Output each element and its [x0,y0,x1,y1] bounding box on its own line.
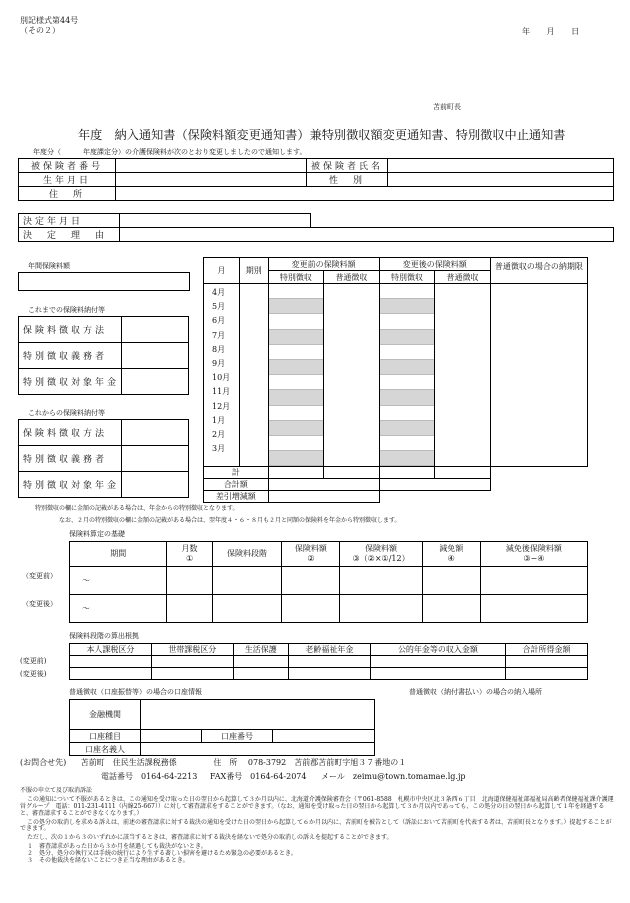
special-cell [380,390,435,405]
account-number-value [273,730,375,743]
grounds-cell [506,656,588,668]
month-label: 11月 [212,387,231,397]
account-number-label: 口座番号 [202,730,273,743]
special-cell [380,421,435,436]
basis-heading: 保険料算定の基礎 [69,530,125,538]
grounds-cell [70,656,152,668]
account-type-value [141,730,202,743]
appeal-paragraph-1: この通知について不服があるときは、この通知を受け取った日の翌日から起算して３か月以内に、北海道介護保険審査会（〒061-8588 札幌市中央区北３条西６丁目 北海道保健福祉部福祉局高齢者保健福祉課介護運営グループ 電話：011-231-4111（内線25-667））に対して審査請求をすることができます。（なお、通知を受け取った日の翌日から起算して３か月以内であっても、この処分の日の翌日から起算して１年を経過すると、審査請求することができなくなります。） [20,795,614,817]
grounds-cell [288,668,370,680]
special-cell [380,345,435,360]
before-method-label: 保険料徴収方法 [19,317,122,343]
decision-reason-value [120,228,614,242]
appeal-paragraph-3: ただし、次の１から３のいずれかに該当するときは、審査請求に対する裁決を経ないで処分の取消しの訴えを提起することができます。 [27,834,393,842]
basis-cell [340,595,422,623]
note-february: なお、２月の特別徴収の欄に金額の記載がある場合は、翌年度４・６・８月も２月と同額の保険料を年金から特別徴収します。 [59,517,401,524]
special-cell [269,345,324,360]
sex-label: 性 別 [307,173,388,187]
decision-reason-label: 決 定 理 由 [19,228,120,242]
basis-cell: ～ [70,567,167,595]
special-cell [380,284,435,299]
month-label: 4月 [212,288,226,297]
before-group-header: 変更前の保険料額 [268,258,379,271]
special-cell [269,390,324,405]
issuer: 苫前町長 [433,103,461,111]
col-deadline: 普通徴収の場合の納期限 [490,258,587,284]
decision-date-value [120,214,311,228]
after-special-cells [379,284,435,467]
bank-label: 金融機関 [70,700,141,730]
birth-value [116,173,307,187]
special-cell [269,436,324,451]
grounds-cell [288,656,370,668]
grounds-heading: 保険料段階の算出根拠 [69,632,139,640]
special-cell [380,330,435,345]
grounds-header: 生活保護 [233,644,288,656]
bank-value [141,700,375,730]
month-label: 1月 [212,415,226,425]
appeal-item-1: １ 審査請求があった日から３か月を経過しても裁決がないとき。 [27,843,207,851]
special-cell [380,375,435,390]
diff-label: 差引増減額 [204,491,269,503]
basis-header: 保険料額 ③（②×①/12） [340,542,422,567]
decision-table [18,213,614,242]
sex-value [388,173,614,187]
col-after-normal: 普通徴収 [435,271,491,284]
special-cell [269,360,324,375]
basis-cell [282,567,340,595]
account-heading: 普通徴収（口座振替等）の場合の口座情報 [69,688,202,696]
special-cell [269,330,324,345]
month-list [204,284,240,467]
month-label: 7月 [212,330,226,340]
after-table [18,419,189,498]
basis-cell [167,595,212,623]
special-cell [269,451,324,466]
special-cell [269,375,324,390]
basis-cell [480,595,587,623]
insured-number-value [116,159,307,173]
basis-header: 月数 ① [167,542,212,567]
basis-header: 保険料段階 [212,542,282,567]
page-title: 年度 納入通知書（保険料額変更通知書）兼特別徴収額変更通知書、特別徴収中止通知書 [78,128,566,142]
grounds-row-after-label: (変更後) [20,670,47,678]
account-table [69,699,375,756]
grounds-cell [233,668,288,680]
appeal-paragraph-2: この処分の取消しを求める訴えは、前述の審査請求に対する裁決の通知を受けた日の翌日から起算して６か月以内に、苫前町を被告として（訴訟において苫前町を代表する者は、苫前町長となります。）提起することができます。 [20,818,612,833]
grounds-header: 本人課税区分 [70,644,152,656]
month-label: 12月 [212,401,231,411]
note-special: 特別徴収の欄に金額の記載がある場合は、年金からの特別徴収となります。 [35,505,239,512]
address-label: 住 所 [19,187,116,201]
decision-date-label: 決定年月日 [19,214,120,228]
appeal-item-2: ２ 処分、処分の執行又は手続の続行により生ずる著しい損害を避けるため緊急の必要があるとき。 [27,850,297,858]
grounds-header: 老齢福祉年金 [288,644,370,656]
basis-cell [282,595,340,623]
monthly-table [203,257,588,503]
insured-table [18,158,614,201]
basis-header: 減免後保険料額 ③−④ [480,542,587,567]
annual-value [18,272,190,291]
basis-header: 保険料額 ② [282,542,340,567]
after-group-header: 変更後の保険料額 [379,258,490,271]
after-obligor-label: 特別徴収義務者 [19,446,122,472]
birth-label: 生年月日 [19,173,116,187]
grounds-cell [151,656,233,668]
basis-cell [422,567,480,595]
special-cell [380,299,435,314]
special-cell [380,451,435,466]
form-number: 別記様式第44号 （その２） [20,16,79,35]
col-after-special: 特別徴収 [379,271,435,284]
before-obligor-label: 特別徴収義務者 [19,343,122,369]
month-label: 3月 [212,444,226,454]
after-heading: これからの保険料納付等 [28,409,105,417]
special-cell [269,314,324,329]
grounds-cell [506,668,588,680]
insured-name-label: 被保険者氏名 [307,159,388,173]
month-label: 5月 [212,302,226,312]
basis-table [69,541,588,623]
basis-cell [212,595,282,623]
special-cell [269,299,324,314]
basis-cell [340,567,422,595]
basis-row-after-label: （変更後） [22,600,57,608]
intro-text: 年度分（ 年度課定分）の介護保険料が次のとおり変更しましたので通知します。 [33,148,307,156]
special-cell [269,421,324,436]
before-pension-label: 特別徴収対象年金 [19,369,122,395]
after-method-label: 保険料徴収方法 [19,420,122,446]
basis-cell [422,595,480,623]
grounds-header: 合計所得金額 [506,644,588,656]
grounds-header: 公的年金等の収入金額 [370,644,505,656]
basis-header: 減免額 ④ [422,542,480,567]
appeal-heading: 不服の申立て及び取消訴訟 [20,787,93,794]
special-cell [269,284,324,299]
col-before-normal: 普通徴収 [324,271,380,284]
before-special-cells [268,284,324,467]
col-period: 期別 [239,258,268,284]
insured-number-label: 被保険者番号 [19,159,116,173]
appeal-section [20,788,616,865]
grounds-cell [370,656,505,668]
basis-cell: ～ [70,595,167,623]
basis-cell [212,567,282,595]
month-label: 2月 [212,430,226,440]
grounds-cell [151,668,233,680]
contact-line2: 電話番号 0164-64-2213 FAX番号 0164-64-2074 メール zeimu@town.tomamae.lg.jp [101,772,466,781]
basis-cell [167,567,212,595]
grounds-cell [70,668,152,680]
grounds-cell [233,656,288,668]
special-cell [380,406,435,421]
month-label: 9月 [212,359,226,369]
sum-label: 合計額 [204,479,269,491]
after-pension-label: 特別徴収対象年金 [19,472,122,498]
month-label: 8月 [212,344,226,354]
grounds-row-before-label: (変更前) [20,657,47,665]
month-label: 6月 [212,316,226,326]
total-label: 計 [204,467,269,479]
holder-value [141,743,375,756]
basis-row-before-label: （変更前） [22,572,57,580]
account-type-label: 口座種目 [70,730,141,743]
special-cell [269,406,324,421]
special-cell [380,314,435,329]
grounds-table [69,643,588,680]
holder-label: 口座名義人 [70,743,141,756]
contact-line1: (お問合せ先) 苫前町 住民生活課税務係 住 所 078-3792 苫前郡苫前町字旭３７番地の１ [20,758,407,767]
special-cell [380,436,435,451]
before-table [18,316,189,395]
address-value [116,187,614,201]
col-month: 月 [204,258,240,284]
special-cell [380,360,435,375]
payplace-heading: 普通徴収（納付書払い）の場合の納入場所 [409,688,542,696]
issue-date: 年 月 日 [522,27,580,36]
annual-label: 年間保険料額 [28,262,70,270]
insured-name-value [388,159,614,173]
before-heading: これまでの保険料納付等 [28,306,105,314]
col-before-special: 特別徴収 [268,271,324,284]
basis-cell [480,567,587,595]
grounds-header: 世帯課税区分 [151,644,233,656]
appeal-item-3: ３ その他裁決を経ないことにつき正当な理由があるとき。 [27,857,189,865]
month-label: 10月 [212,373,231,383]
basis-header: 期間 [70,542,167,567]
grounds-cell [370,668,505,680]
